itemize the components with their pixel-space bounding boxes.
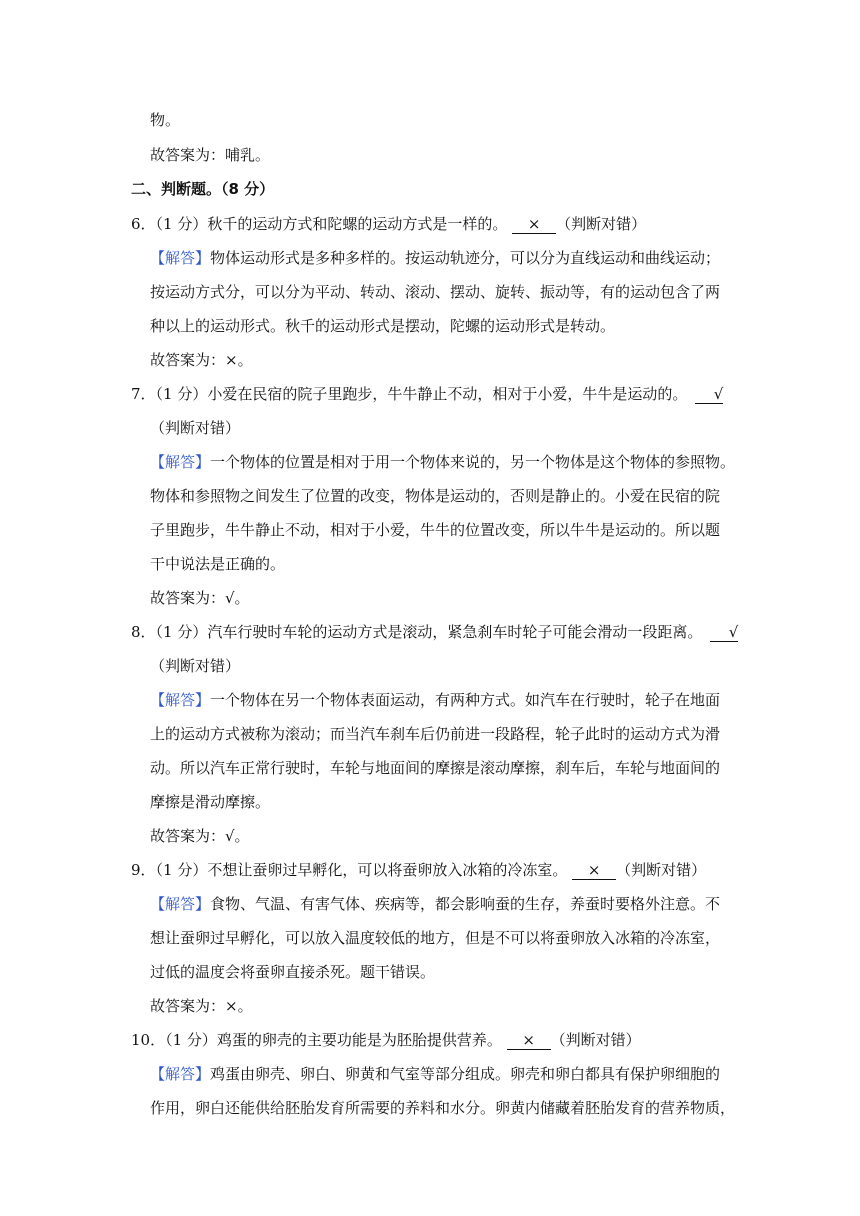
solution-line: 动。所以汽车正常行驶时，车轮与地面间的摩擦是滚动摩擦，刹车后，车轮与地面间的 [150, 759, 721, 777]
solution-line: 子里跑步，牛牛静止不动，相对于小爱，牛牛的位置改变，所以牛牛是运动的。所以题 [150, 521, 721, 539]
solution-tag: 【解答】 [150, 691, 211, 709]
question-stem: 10．（1 分）鸡蛋的卵壳的主要功能是为胚胎提供营养。 [131, 1031, 507, 1049]
solution-line: 按运动方式分，可以分为平动、转动、滚动、摆动、旋转、振动等，有的运动包含了两 [150, 283, 721, 301]
final-answer-line: 故答案为：√。 [150, 827, 250, 845]
question-suffix: （判断对错） [616, 861, 707, 879]
solution-tag: 【解答】 [150, 1065, 211, 1083]
question-suffix: （判断对错） [150, 657, 241, 675]
final-answer-line: 故答案为：×。 [150, 351, 253, 369]
answer-blank: × [512, 215, 556, 234]
solution-tag: 【解答】 [150, 453, 211, 471]
solution-line: 种以上的运动形式。秋千的运动形式是摆动，陀螺的运动形式是转动。 [150, 317, 616, 335]
solution-line: 干中说法是正确的。 [150, 555, 286, 573]
solution-line [150, 1064, 720, 1084]
solution-text: 一个物体在另一个物体表面运动，有两种方式。如汽车在行驶时，轮子在地面 [210, 691, 721, 709]
answer-blank: √ [695, 385, 723, 404]
solution-line [150, 248, 720, 268]
question-stem: 9．（1 分）不想让蚕卵过早孵化，可以将蚕卵放入冰箱的冷冻室。 [131, 861, 573, 879]
question-suffix: （判断对错） [550, 1031, 641, 1049]
solution-text: 一个物体的位置是相对于用一个物体来说的，另一个物体是这个物体的参照物。 [210, 453, 736, 471]
answer-blank: × [572, 861, 616, 880]
solution-line: 作用，卵白还能供给胚胎发育所需要的养料和水分。卵黄内储藏着胚胎发育的营养物质， [150, 1099, 736, 1117]
solution-text: 物体运动形式是多种多样的。按运动轨迹分，可以分为直线运动和曲线运动； [210, 249, 721, 267]
solution-tag: 【解答】 [150, 895, 211, 913]
question-6 [131, 214, 646, 234]
question-stem: 7．（1 分）小爱在民宿的院子里跑步，牛牛静止不动，相对于小爱，牛牛是运动的。 [131, 385, 688, 403]
question-8 [131, 622, 738, 642]
answer-blank: √ [710, 623, 738, 642]
solution-line: 上的运动方式被称为滚动；而当汽车刹车后仍前进一段路程，轮子此时的运动方式为滑 [150, 725, 721, 743]
solution-text: 食物、气温、有害气体、疾病等，都会影响蚕的生存，养蚕时要格外注意。不 [210, 895, 721, 913]
question-suffix: （判断对错） [150, 419, 241, 437]
final-answer-line: 故答案为：哺乳。 [150, 146, 271, 164]
final-answer-line: 故答案为：×。 [150, 997, 253, 1015]
question-stem: 6．（1 分）秋千的运动方式和陀螺的运动方式是一样的。 [131, 215, 513, 233]
question-9 [131, 860, 706, 880]
solution-line [150, 690, 720, 710]
question-7 [131, 384, 723, 404]
final-answer-line: 故答案为：√。 [150, 589, 250, 607]
answer-text-line: 物。 [150, 111, 181, 129]
answer-blank: × [507, 1031, 551, 1050]
solution-line: 想让蚕卵过早孵化，可以放入温度较低的地方，但是不可以将蚕卵放入冰箱的冷冻室， [150, 929, 721, 947]
solution-line: 过低的温度会将蚕卵直接杀死。题干错误。 [150, 963, 436, 981]
solution-text: 鸡蛋由卵壳、卵白、卵黄和气室等部分组成。卵壳和卵白都具有保护卵细胞的 [210, 1065, 721, 1083]
solution-tag: 【解答】 [150, 249, 211, 267]
section-heading: 二、判断题。（8 分） [131, 180, 275, 198]
question-10 [131, 1030, 641, 1050]
solution-line [150, 452, 735, 472]
question-suffix: （判断对错） [556, 215, 647, 233]
solution-line: 摩擦是滑动摩擦。 [150, 793, 271, 811]
solution-line: 物体和参照物之间发生了位置的改变，物体是运动的，否则是静止的。小爱在民宿的院 [150, 487, 721, 505]
question-stem: 8．（1 分）汽车行驶时车轮的运动方式是滚动，紧急刹车时轮子可能会滑动一段距离。 [131, 623, 703, 641]
solution-line [150, 894, 720, 914]
